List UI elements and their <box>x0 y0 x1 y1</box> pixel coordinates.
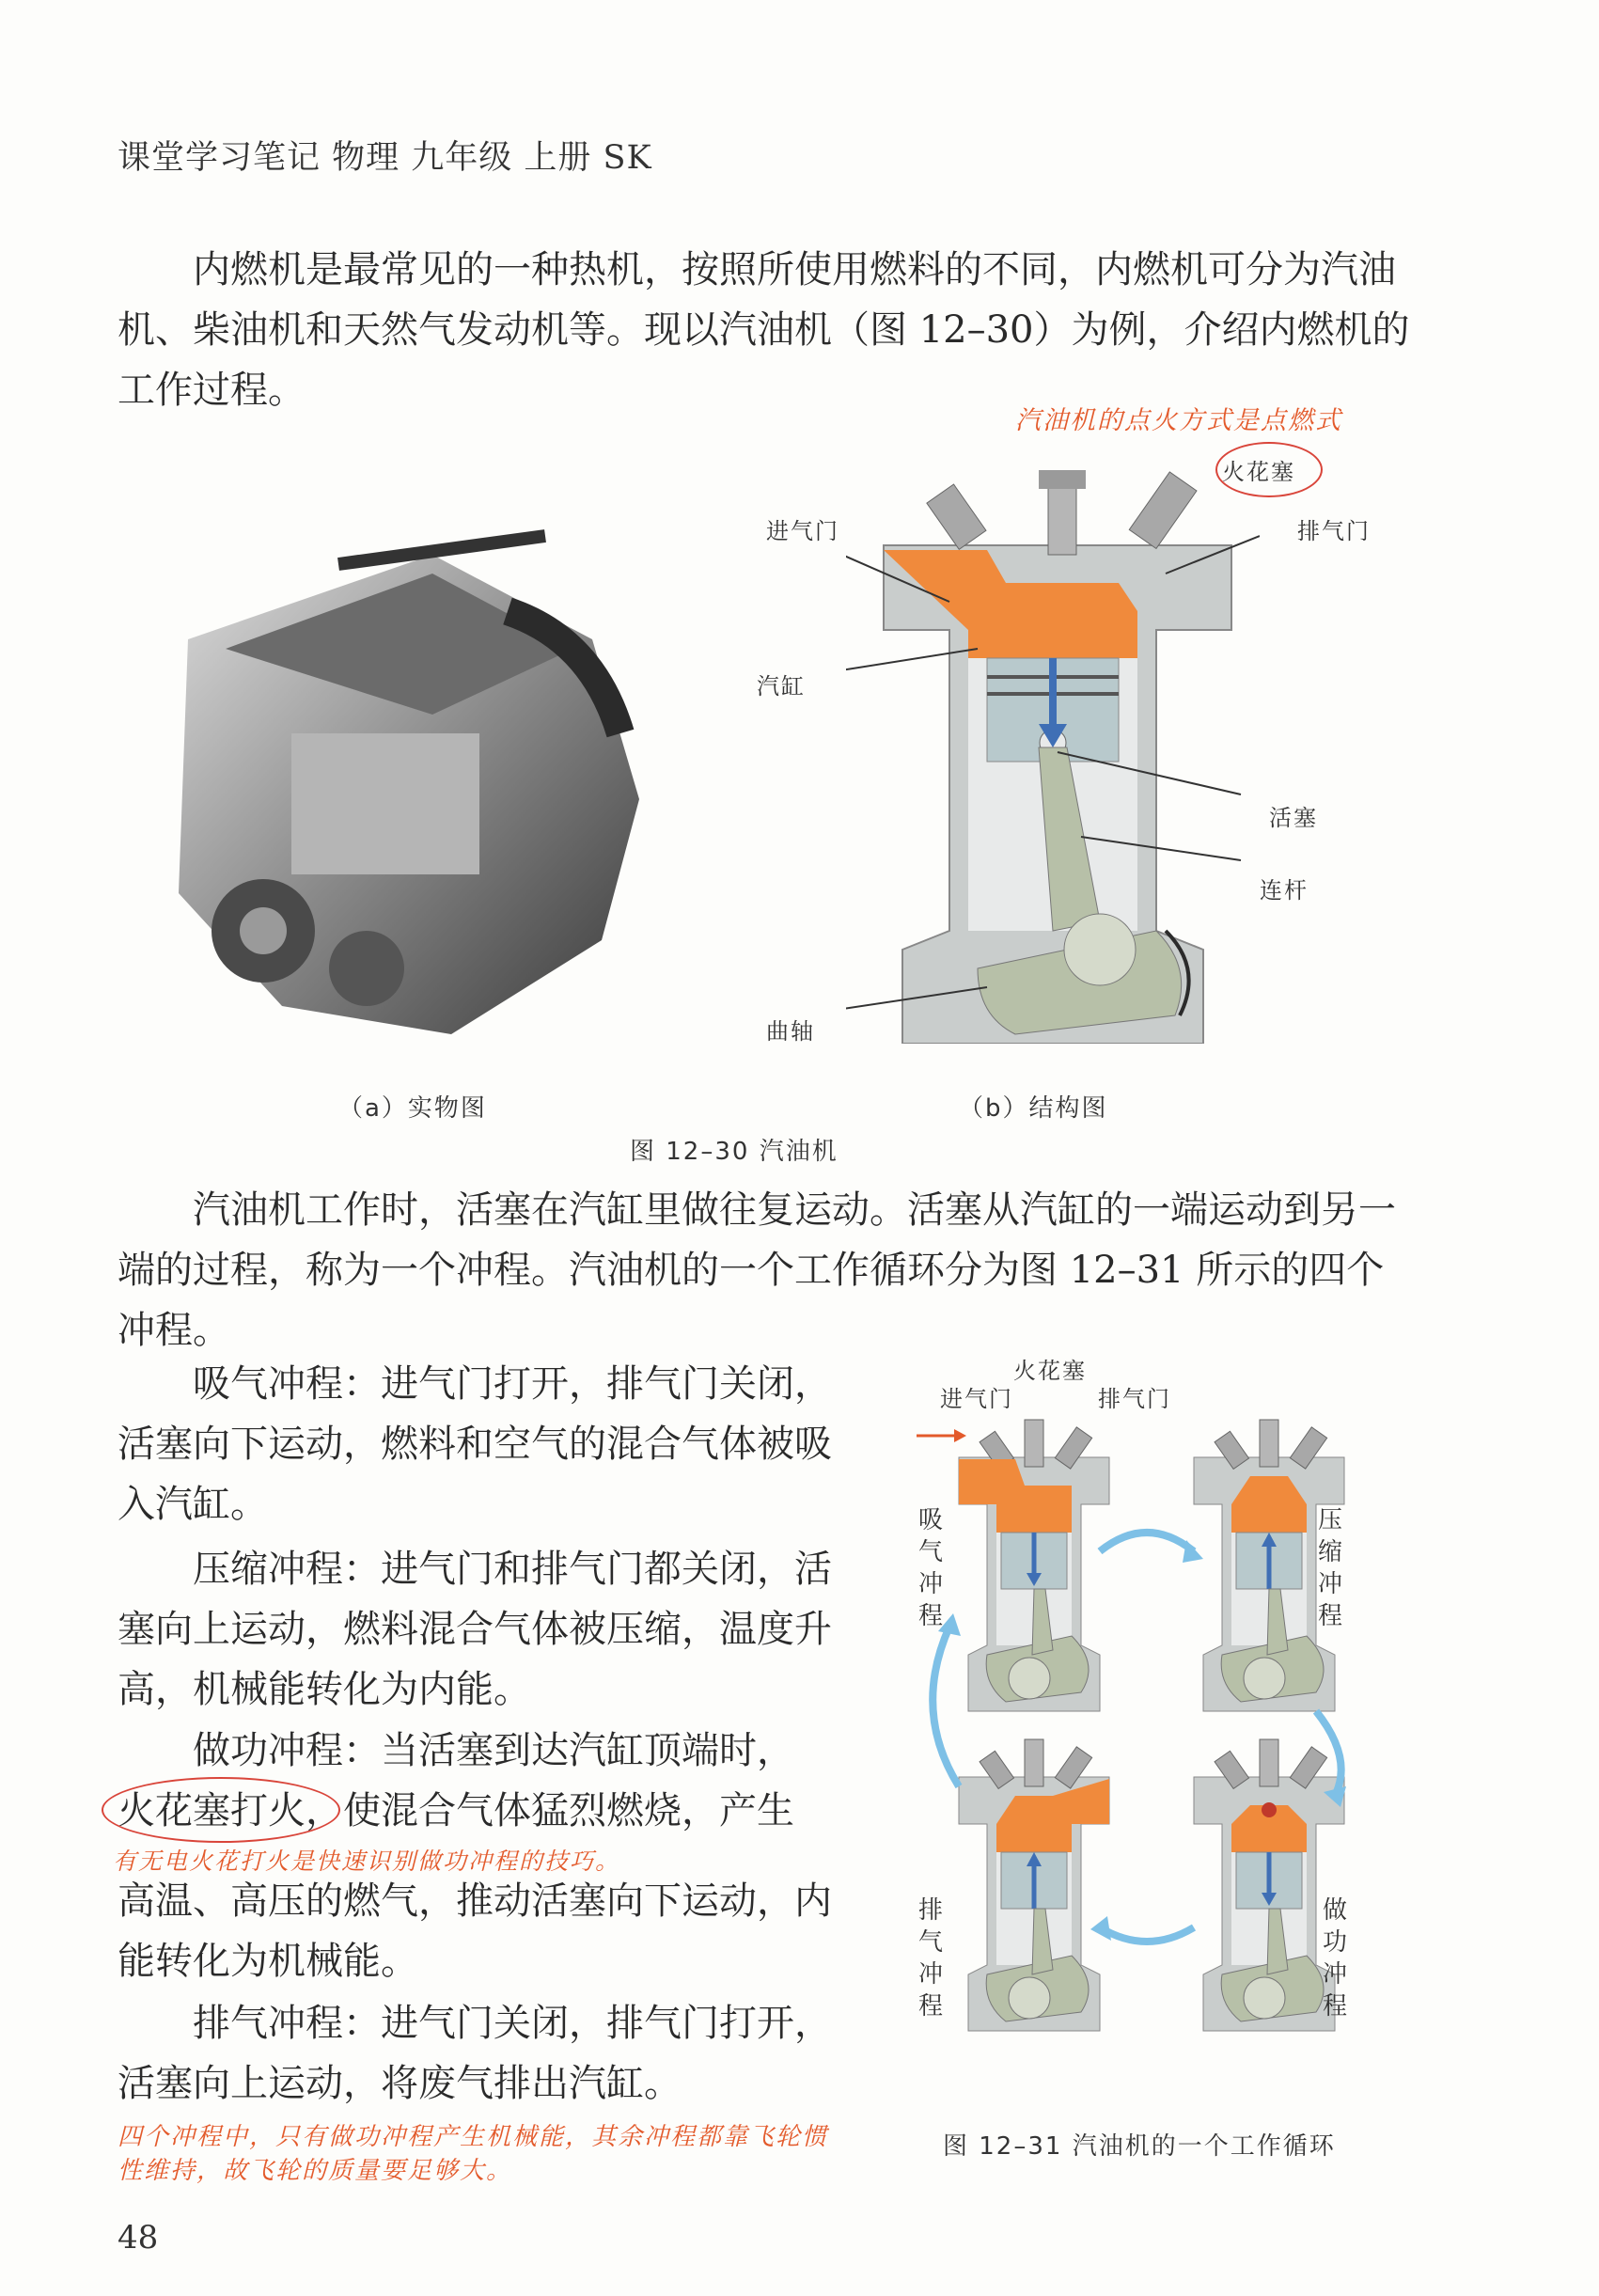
four-stroke-cycle-diagram <box>893 1345 1457 2068</box>
cycle-label-exhaust-stroke: 排气冲程 <box>917 1896 943 2021</box>
label-intake-valve: 进气门 <box>766 518 839 544</box>
power-stroke-rest1: ，使混合气体猛烈燃烧，产生 <box>306 1789 794 1832</box>
cycle-label-exhaust-valve: 排气门 <box>1098 1386 1171 1412</box>
figure-1230-caption: 图 12–30 汽油机 <box>630 1138 839 1166</box>
four-strokes-note: 四个冲程中，只有做功冲程产生机械能，其余冲程都靠飞轮惯性维持，故飞轮的质量要足够大。 <box>118 2123 829 2185</box>
stroke-paragraph: 汽油机工作时，活塞在汽缸里做往复运动。活塞从汽缸的一端运动到另一端的过程，称为一个冲程。汽油机的一个工作循环分为图 12–31 所示的四个冲程。 <box>118 1188 1396 1352</box>
compression-stroke-text: 压缩冲程：进气门和排气门都关闭，活塞向上运动，燃料混合气体被压缩，温度升高，机械能转化为内能。 <box>118 1548 832 1711</box>
running-header: 课堂学习笔记 物理 九年级 上册 SK <box>118 139 652 177</box>
power-stroke-rest2: 高温、高压的燃气，推动活塞向下运动，内能转化为机械能。 <box>118 1879 832 1983</box>
engine-photo <box>150 498 677 1062</box>
intro-paragraph: 内燃机是最常见的一种热机，按照所使用燃料的不同，内燃机可分为汽油机、柴油机和天然气发动机等。现以汽油机（图 12–30）为例，介绍内燃机的工作过程。 <box>118 248 1410 412</box>
cycle-label-spark-plug: 火花塞 <box>1013 1358 1087 1384</box>
cycle-label-intake-stroke: 吸气冲程 <box>917 1506 943 1630</box>
subcaption-b: （b）结构图 <box>959 1094 1108 1123</box>
label-piston: 活塞 <box>1269 805 1318 831</box>
spark-plug-circle <box>1215 442 1323 497</box>
label-cylinder: 汽缸 <box>757 673 806 700</box>
spark-highlight: 火花塞打火 <box>118 1789 306 1832</box>
engine-structure-diagram <box>846 442 1260 1044</box>
label-crankshaft: 曲轴 <box>766 1018 815 1045</box>
spark-highlight-circle <box>102 1777 340 1843</box>
label-connecting-rod: 连杆 <box>1260 877 1309 904</box>
page-number: 48 <box>118 2219 159 2257</box>
intake-stroke-text: 吸气冲程：进气门打开，排气门关闭，活塞向下运动，燃料和空气的混合气体被吸入汽缸。 <box>118 1362 832 1526</box>
label-exhaust-valve: 排气门 <box>1297 518 1371 544</box>
power-stroke-line1: 做功冲程：当活塞到达汽缸顶端时， <box>193 1729 794 1772</box>
cycle-label-compression-stroke: 压缩冲程 <box>1317 1506 1342 1630</box>
label-spark-plug: 火花塞 <box>1222 459 1295 485</box>
subcaption-a: （a）实物图 <box>338 1094 487 1123</box>
spark-tip-note: 有无电火花打火是快速识别做功冲程的技巧。 <box>113 1848 621 1875</box>
cycle-label-intake-valve: 进气门 <box>940 1386 1013 1412</box>
figure-1231-caption: 图 12–31 汽油机的一个工作循环 <box>943 2132 1336 2161</box>
exhaust-stroke-text: 排气冲程：进气门关闭，排气门打开，活塞向上运动，将废气排出汽缸。 <box>118 2002 832 2105</box>
ignition-note: 汽油机的点火方式是点燃式 <box>1015 406 1342 435</box>
cycle-label-power-stroke: 做功冲程 <box>1322 1896 1347 2021</box>
